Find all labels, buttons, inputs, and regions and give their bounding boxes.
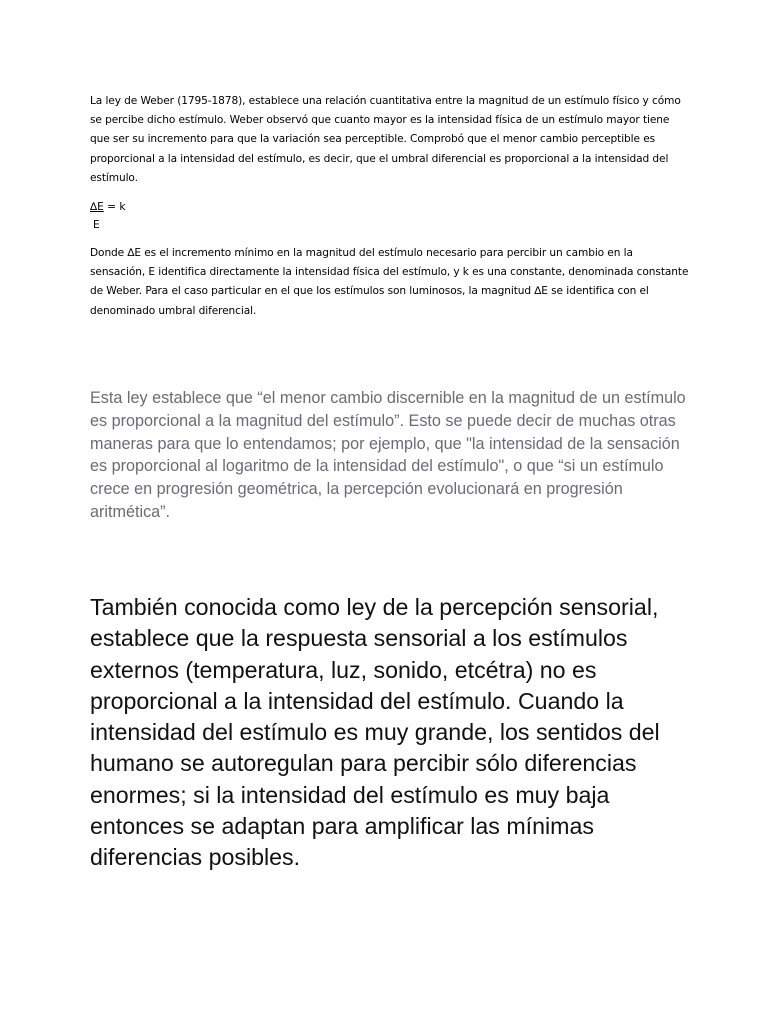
paragraph-weber-law-intro: La ley de Weber (1795-1878), establece una relación cuantitativa entre la magnitud de un estímulo físico y cómo se percibe dicho estímulo. Weber observó que cuanto mayor es la intensidad física de un estímulo mayor tiene que ser su incremento para que la variación sea perceptible. Comprobó que el menor cambio perceptible es proporcional a la intensidad del estímulo, es decir, que el umbral diferencial es proporcional a la intensidad del estímulo.	[90, 95, 681, 184]
formula-numerator: ∆E	[90, 201, 104, 213]
weber-formula	[90, 198, 126, 234]
paragraph-law-statement: Esta ley establece que “el menor cambio discernible en la magnitud de un estímulo es proporcional a la magnitud del estímulo”. Esto se puede decir de muchas otras maneras para que lo entendamos; por ejemplo, que "la intensidad de la sensación es proporcional al logaritmo de la intensidad del estímulo", o que “si un estímulo crece en progresión geométrica, la percepción evolucionará en progresión aritmética”.	[90, 389, 686, 521]
paragraph-formula-explanation: Donde ∆E es el incremento mínimo en la magnitud del estímulo necesario para percibir un cambio en la sensación, E identifica directamente la intensidad física del estímulo, y k es una constante, denominada constante de Weber. Para el caso particular en el que los estímulos son luminosos, la magnitud ∆E se identifica con el denominado umbral diferencial.	[90, 247, 689, 317]
paragraph-sensory-perception: También conocida como ley de la percepción sensorial, establece que la respuesta sensorial a los estímulos externos (temperatura, luz, sonido, etcétra) no es proporcional a la intensidad del estímulo. Cuando la intensidad del estímulo es muy grande, los sentidos del humano se autoregulan para percibir sólo diferencias enormes; si la intensidad del estímulo es muy baja entonces se adaptan para amplificar las mínimas diferencias posibles.	[90, 594, 660, 871]
formula-denominator: E	[93, 219, 100, 231]
formula-equals: = k	[103, 201, 126, 213]
